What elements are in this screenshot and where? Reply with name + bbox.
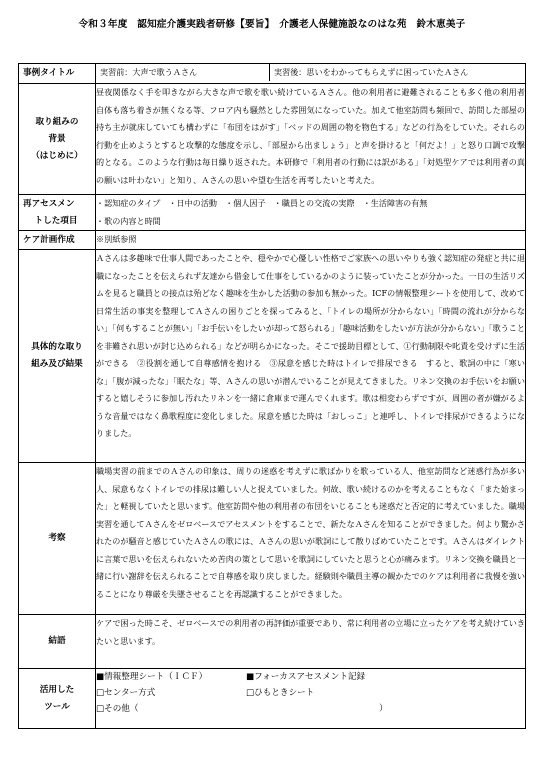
reassessment-label (19, 195, 96, 231)
reassessment-label-line1: 再アセスメン (23, 198, 75, 209)
background-row (19, 84, 526, 195)
reassessment-line1: ・認知症のタイプ ・日中の活動 ・個人因子 ・職員との交流の実際 ・生活障害の有無 (96, 198, 428, 208)
results-label-line1: 具体的な取り (31, 342, 83, 352)
tools-label-line1: 活用した (39, 684, 75, 695)
reassessment-label-line2: トした項目 (34, 215, 78, 226)
background-label-line1: 取り組みの (35, 116, 79, 127)
tool-other-checkbox[interactable]: □その他（ ） (96, 704, 388, 714)
tools-row-2 (96, 685, 525, 701)
tools-row-3 (96, 701, 525, 717)
background-label (19, 84, 96, 195)
consideration-text: 職場実習の前までのＡさんの印象は、周りの迷惑を考えずに歌ばかりを歌っている人、他室訪問など迷惑行為が多い人、尿意もなくトイレでの排尿は難しい人と捉えていました。何故、歌い続けるのかを考えることもなく「また始まった」と軽視していたと思います。他室訪問や他の利用者の布団をいじることも迷惑だと否定的に考えていました。職場実習を通してＡさんをゼロベースでアセスメントをすることで、新たなＡさんを知ることができました。何より驚かされたのが騒音と感じていたＡさんの歌には、Ａさんの思いが歌詞にして散りばめていたことです。Ａさんはダイレクトに言葉で思いを伝えられないため苦肉の策として思いを歌詞にしていたと思うと心が痛みます。リネン交換を職員と一緒に行い謝辞を伝えられることで自尊感を取り戻しました。経験則や職員主導の観かたでのケアは利用者に我慢を強いることになり尊厳を失墜させることを再認識することができました。 (96, 463, 526, 615)
care-plan-row (19, 231, 526, 250)
case-title-label: 事例タイトル (19, 64, 96, 84)
tool-focus-checkbox[interactable]: ■フォーカスアセスメント記録 (246, 672, 366, 682)
tools-row-1 (96, 669, 525, 685)
tools-list (96, 669, 526, 729)
conclusion-label: 結語 (19, 615, 96, 669)
results-label (19, 250, 96, 463)
reassessment-line2: ・歌の内容と時間 (96, 215, 161, 226)
reassessment-items (96, 195, 526, 231)
care-plan-text: ※別紙参照 (96, 231, 526, 250)
consideration-row (19, 463, 526, 615)
background-label-line3: （はじめに） (31, 150, 83, 161)
results-text: Ａさんは多趣味で仕事人間であったことや、穏やかで心優しい性格でご家族への思いやりも強く認知症の発症と共に退職になったことを伝えられず友達から借金して仕事をしているかのように装っていたことが分かった。一日の生活リズムを見ると職員との接点は殆どなく趣味を生かした活動の参加も無かった。ICFの情報整理シートを使用して、改めて日常生活の事実を整理してＡさんの困りごとを探ってみると、「トイレの場所が分からない」「時間の流れが分からない」「何もすることが無い」「お手伝いをしたいが却って怒られる」「趣味活動をしたいが方法が分からない」「歌うことを非難され思いが封じ込められる」などが明らかになった。そこで援助目標として、①行動制限や叱責を受けずに生活ができる ②役割を通して自尊感情を抱ける ③尿意を感じた時はトイレで排尿できる すると、歌詞の中に「寒いな」「腹が減ったな」「眠たな」等、Ａさんの思いが潜んでいることが見えてきました。リネン交換のお手伝いをお願いすると嬉しそうに参加し汚れたリネンを一緒に倉庫まで運んでくれます。歌は相変わらずですが、周囲の者が嫌がるような音量ではなく鼻歌程度に変化しました。尿意を感じた時は「おしっこ」と連呼し、トイレで排尿ができるようになりました。 (96, 250, 526, 463)
conclusion-row (19, 615, 526, 669)
tools-row (19, 669, 526, 729)
conclusion-text: ケアで困った時こそ、ゼロベースでの利用者の再評価が重要であり、常に利用者の立場に立ったケアを考え続けていきたいと思います。 (96, 615, 526, 669)
case-title-row (19, 64, 526, 84)
tools-label (19, 669, 96, 729)
summary-table (18, 63, 526, 729)
page-title: 令和３年度 認知症介護実践者研修【要旨】 介護老人保健施設なのはな苑 鈴木恵美子 (78, 19, 466, 30)
reassessment-row (19, 195, 526, 231)
results-label-line2: 組み及び結果 (31, 359, 83, 369)
case-title-cells (96, 64, 526, 84)
results-row (19, 250, 526, 463)
tools-label-line2: ツール (44, 701, 70, 712)
care-plan-label: ケア計画作成 (19, 231, 96, 250)
background-label-line2: 背景 (48, 133, 66, 144)
tool-himotoki-checkbox[interactable]: □ひもときシート (246, 688, 315, 698)
consideration-label: 考察 (19, 463, 96, 615)
tool-center-checkbox[interactable]: □センター方式 (96, 688, 156, 698)
tool-icf-checkbox[interactable]: ■情報整理シート（ＩＣＦ） (96, 672, 208, 682)
case-title-before: 実習前：大声で歌うＡさん (96, 64, 270, 81)
case-title-after: 実習後：思いをわかってもらえずに困っていたＡさん (274, 67, 469, 77)
background-text: 昼夜関係なく手を叩きながら大きな声で歌を歌い続けているＡさん。他の利用者に避難されることも多く他の利用者自体も落ち着きが無くなる等、フロア内も騒然とした雰囲気になっていた。加えて他室訪問も頻回で、訪問した部屋の持ち主が就床していても構わずに「布団をはがす」「ベッドの周囲の物を物色する」などの行為をしていた。それらの行動を止めようとすると攻撃的な態度を示し、「部屋から出ましょう」と声を掛けると「何だよ！」と怒り口調で攻撃的となる。このような行動は毎日繰り返された。本研修で「利用者の行動には訳がある」「対処型ケアでは利用者の真の願いは叶わない」と知り、Ａさんの思いや望む生活を再考したいと考えた。 (96, 84, 526, 195)
